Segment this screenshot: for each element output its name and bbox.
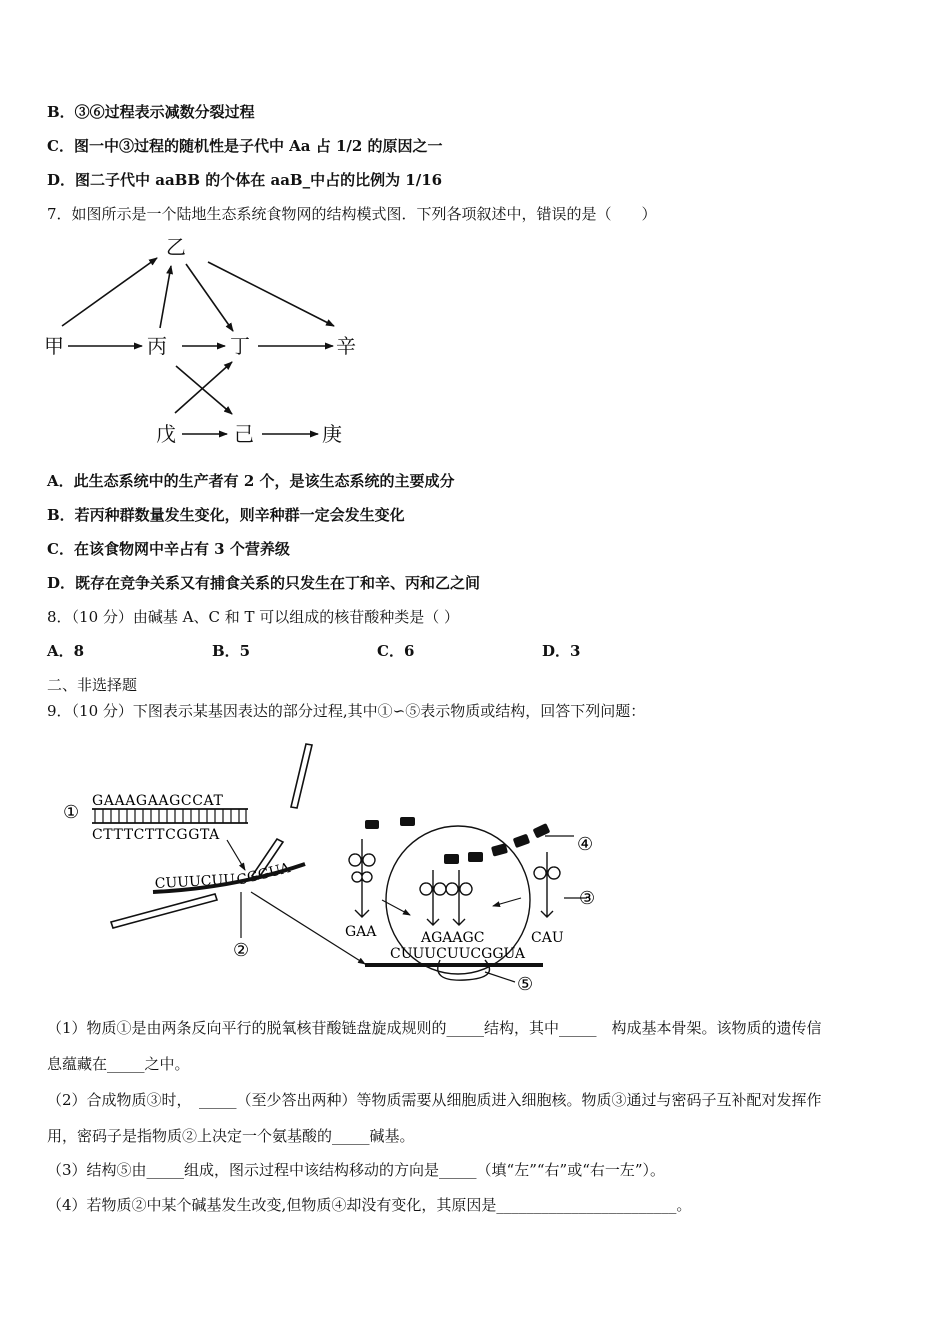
q7-option-b: B．若丙种群数量发生变化，则辛种群一定会发生变化: [47, 506, 405, 524]
label-3: ③: [579, 888, 596, 909]
q9-part1-line1: （1）物质①是由两条反向平行的脱氧核苷酸链盘旋成规则的_____结构，其中_____ 构成基本骨架。该物质的遗传信: [47, 1019, 822, 1037]
arrow-jia-yi: [62, 258, 157, 326]
q6-option-d: D．图二子代中 aaBB 的个体在 aaB_中占的比例为 1/16: [47, 171, 443, 189]
dna-top-strand: GAAAGAAGCCAT: [92, 793, 224, 809]
q9-part4: （4）若物质②中某个碱基发生改变,但物质④却没有变化，其原因是________________________。: [47, 1196, 692, 1214]
node-jia: 甲: [44, 334, 64, 358]
node-bing: 丙: [147, 334, 167, 358]
q8-option-b: B．5: [212, 642, 251, 660]
q9-part3: （3）结构⑤由_____组成，图示过程中该结构移动的方向是_____（填“左”“右”或“右一左”）。: [47, 1161, 666, 1179]
q7-stem: 7．如图所示是一个陆地生态系统食物网的结构模式图．下列各项叙述中，错误的是（ ）: [47, 205, 657, 223]
trna-anticodon-left: GAA: [345, 924, 377, 940]
q9-part2-line2: 用，密码子是指物质②上决定一个氨基酸的_____碱基。: [47, 1127, 415, 1145]
arrow-yi-xin: [208, 262, 334, 326]
mrna-seq-1: CUUUCUU: [154, 871, 236, 892]
q9-part1-line2: 息蕴藏在_____之中。: [47, 1055, 190, 1073]
dna-bottom-strand: CTTTCTTCGGTA: [92, 827, 220, 843]
arrow-bing-yi: [160, 266, 171, 328]
q6-option-c: C．图一中③过程的随机性是子代中 Aa 占 1/2 的原因之一: [47, 137, 443, 155]
q8-option-a: A．8: [47, 642, 85, 660]
node-yi: 乙: [166, 235, 186, 259]
q6-option-b: B．③⑥过程表示减数分裂过程: [47, 103, 255, 121]
label-2: ②: [233, 940, 250, 961]
label-5: ⑤: [517, 974, 534, 995]
node-geng: 庚: [322, 422, 342, 446]
arrow-bing-ji: [176, 366, 232, 414]
node-ji: 己: [234, 422, 254, 446]
food-web-diagram: [40, 228, 380, 453]
trna-anticodon-mid: AGAAGC: [421, 930, 485, 946]
mrna-seq-2: CUUUCUUCGGUA: [390, 946, 525, 962]
arrow-yi-ding: [186, 264, 233, 331]
q8-stem: 8．（10 分）由碱基 A、C 和 T 可以组成的核苷酸种类是（ ）: [47, 608, 460, 626]
q8-option-d: D．3: [542, 642, 581, 660]
q8-option-c: C．6: [377, 642, 415, 660]
q7-option-d: D．既存在竞争关系又有捕食关系的只发生在丁和辛、丙和乙之间: [47, 574, 481, 592]
label-4: ④: [577, 834, 594, 855]
node-xin: 辛: [336, 334, 356, 358]
q9-stem: 9．（10 分）下图表示某基因表达的部分过程,其中①∽⑤表示物质或结构，回答下列问题：: [47, 702, 646, 720]
gene-expression-diagram: [55, 742, 615, 1004]
mrna-seq-1b: CGGUA: [235, 860, 292, 889]
arrow-wu-ding: [175, 362, 232, 413]
q7-option-c: C．在该食物网中辛占有 3 个营养级: [47, 540, 290, 558]
section-heading: 二、非选择题: [47, 676, 138, 694]
q9-part2-line1: （2）合成物质③时， _____（至少答出两种）等物质需要从细胞质进入细胞核。物质③通过与密码子互补配对发挥作: [47, 1091, 822, 1109]
trna-anticodon-right: CAU: [531, 930, 564, 946]
label-1: ①: [63, 802, 80, 823]
q7-option-a: A．此生态系统中的生产者有 2 个，是该生态系统的主要成分: [47, 472, 455, 490]
node-ding: 丁: [230, 334, 250, 358]
node-wu: 戊: [156, 422, 176, 446]
